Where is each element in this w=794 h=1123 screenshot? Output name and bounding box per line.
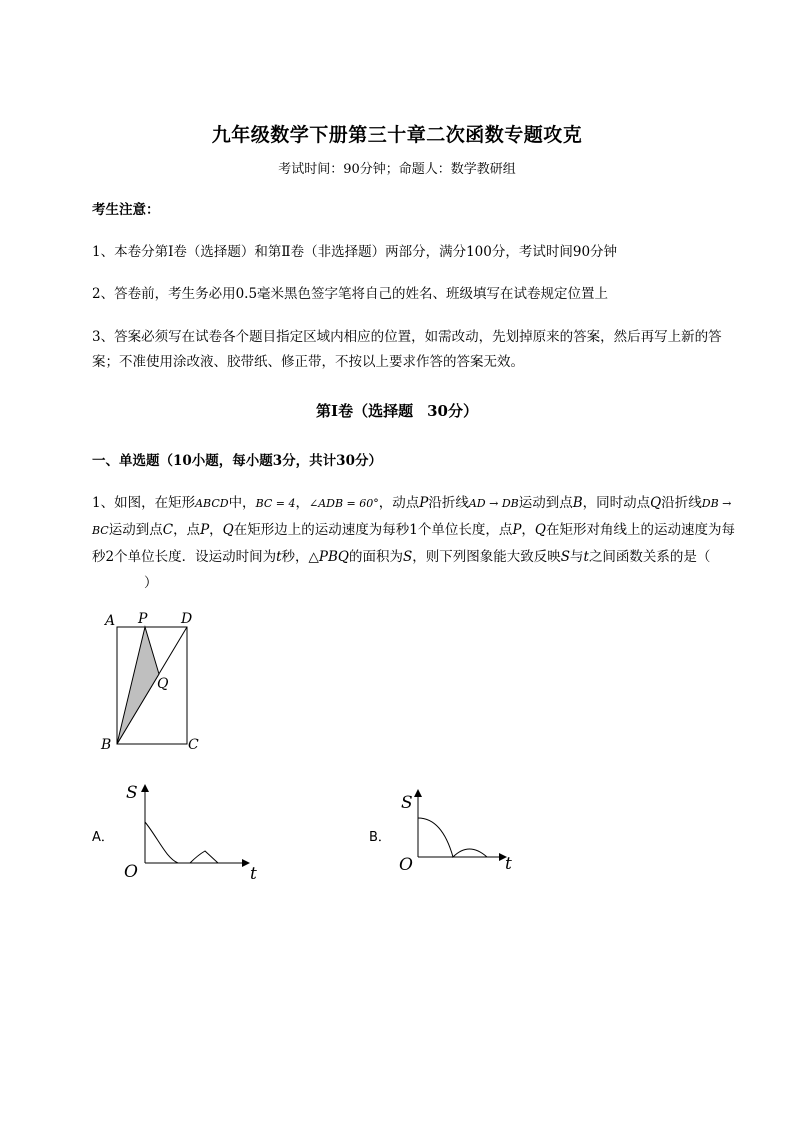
q1-math-path2: DB → BC xyxy=(92,497,732,537)
q1-text: 在矩形对角线上的运动速度为每秒2个单位长度．设运动时间为 xyxy=(92,522,735,565)
q1-text: ， xyxy=(521,522,535,538)
rectangle-figure xyxy=(95,605,215,755)
q1-math-b: B xyxy=(572,495,583,511)
q1-text: ，则下列图象能大致反映 xyxy=(412,549,561,565)
q1-text: 沿折线 xyxy=(661,495,702,511)
q1-text: ， xyxy=(209,522,223,538)
option-b-curve xyxy=(418,818,487,857)
exam-subtitle: 考试时间：90分钟；命题人：数学教研组 xyxy=(278,162,516,177)
question-1-text xyxy=(92,490,742,596)
q1-text: 沿折线 xyxy=(428,495,469,511)
q1-text: 运动到点 xyxy=(518,495,573,511)
option-b-s-label: S xyxy=(401,793,413,813)
option-b-t-label: t xyxy=(505,854,512,874)
label-q: Q xyxy=(157,676,169,692)
option-a-s-label: S xyxy=(126,783,138,803)
label-a: A xyxy=(105,613,116,629)
q1-math-p: P xyxy=(512,522,522,538)
page-title: 九年级数学下册第三十章二次函数专题攻克 xyxy=(211,124,583,146)
q1-text: 在矩形边上的运动速度为每秒1个单位长度，点 xyxy=(233,522,513,538)
q1-text: ） xyxy=(144,575,158,591)
option-a-letter[interactable]: A． xyxy=(92,830,114,845)
option-b-origin-label: O xyxy=(399,855,413,875)
label-p: P xyxy=(138,611,148,627)
option-a-origin-label: O xyxy=(124,862,138,882)
label-c: C xyxy=(188,737,199,753)
option-a-graph[interactable] xyxy=(118,778,268,884)
q1-math-t: t xyxy=(583,549,589,565)
q1-math-triangle: △PBQ xyxy=(308,549,349,565)
q1-text: 与 xyxy=(570,549,584,565)
q1-math-q: Q xyxy=(650,495,662,511)
q1-math-q: Q xyxy=(222,522,234,538)
q1-math-angle: ∠ADB = 60° xyxy=(308,497,379,510)
q1-text: 的面积为 xyxy=(349,549,403,565)
part-heading: 一、单选题（10小题，每小题3分，共计30分） xyxy=(92,453,382,469)
label-d: D xyxy=(181,611,193,627)
q1-math-s: S xyxy=(403,549,413,565)
option-a-curve xyxy=(145,822,218,863)
q1-math-p: P xyxy=(419,495,429,511)
q1-text: ，动点 xyxy=(378,495,420,511)
q1-text: ，点 xyxy=(173,522,201,538)
q1-text: ，同时动点 xyxy=(582,495,651,511)
section-volume: 第I卷（选择题 xyxy=(316,402,414,420)
notice-item-3: 3、答案必须写在试卷各个题目指定区域内相应的位置，如需改动，先划掉原来的答案，然后再写上新的答案；不准使用涂改液、胶带纸、修正带，不按以上要求作答的答案无效。 xyxy=(92,329,722,370)
q1-math-path1: AD → DB xyxy=(468,497,519,510)
q1-text: 运动到点 xyxy=(108,522,163,538)
q1-text: 中， xyxy=(228,495,256,511)
q1-math-c: C xyxy=(162,522,174,538)
notice-item-2: 2、答卷前，考生务必用0.5毫米黑色签字笔将自己的姓名、班级填写在试卷规定位置上 xyxy=(92,286,609,302)
q1-text: ， xyxy=(295,495,309,511)
section-title xyxy=(0,400,794,421)
q1-text: 1、如图，在矩形 xyxy=(92,495,196,511)
notice-item-1: 1、本卷分第I卷（选择题）和第Ⅱ卷（非选择题）两部分，满分100分，考试时间90分钟 xyxy=(92,244,618,260)
option-a-t-label: t xyxy=(250,864,257,884)
q1-math-s: S xyxy=(560,549,570,565)
q1-text: 之间函数关系的是（ xyxy=(588,549,711,565)
q1-math-abcd: ABCD xyxy=(195,497,229,510)
notice-heading: 考生注意： xyxy=(92,202,160,218)
triangle-pbq xyxy=(117,627,159,744)
q1-math-q: Q xyxy=(534,522,546,538)
q1-math-p: P xyxy=(200,522,210,538)
q1-math-t: t xyxy=(276,549,282,565)
option-b-letter[interactable]: B． xyxy=(369,830,391,845)
section-score: 30分） xyxy=(427,402,478,420)
q1-math-bc: BC = 4 xyxy=(255,497,296,510)
q1-text: 秒， xyxy=(281,549,309,565)
option-b-graph[interactable] xyxy=(395,778,525,878)
label-b: B xyxy=(101,737,112,753)
